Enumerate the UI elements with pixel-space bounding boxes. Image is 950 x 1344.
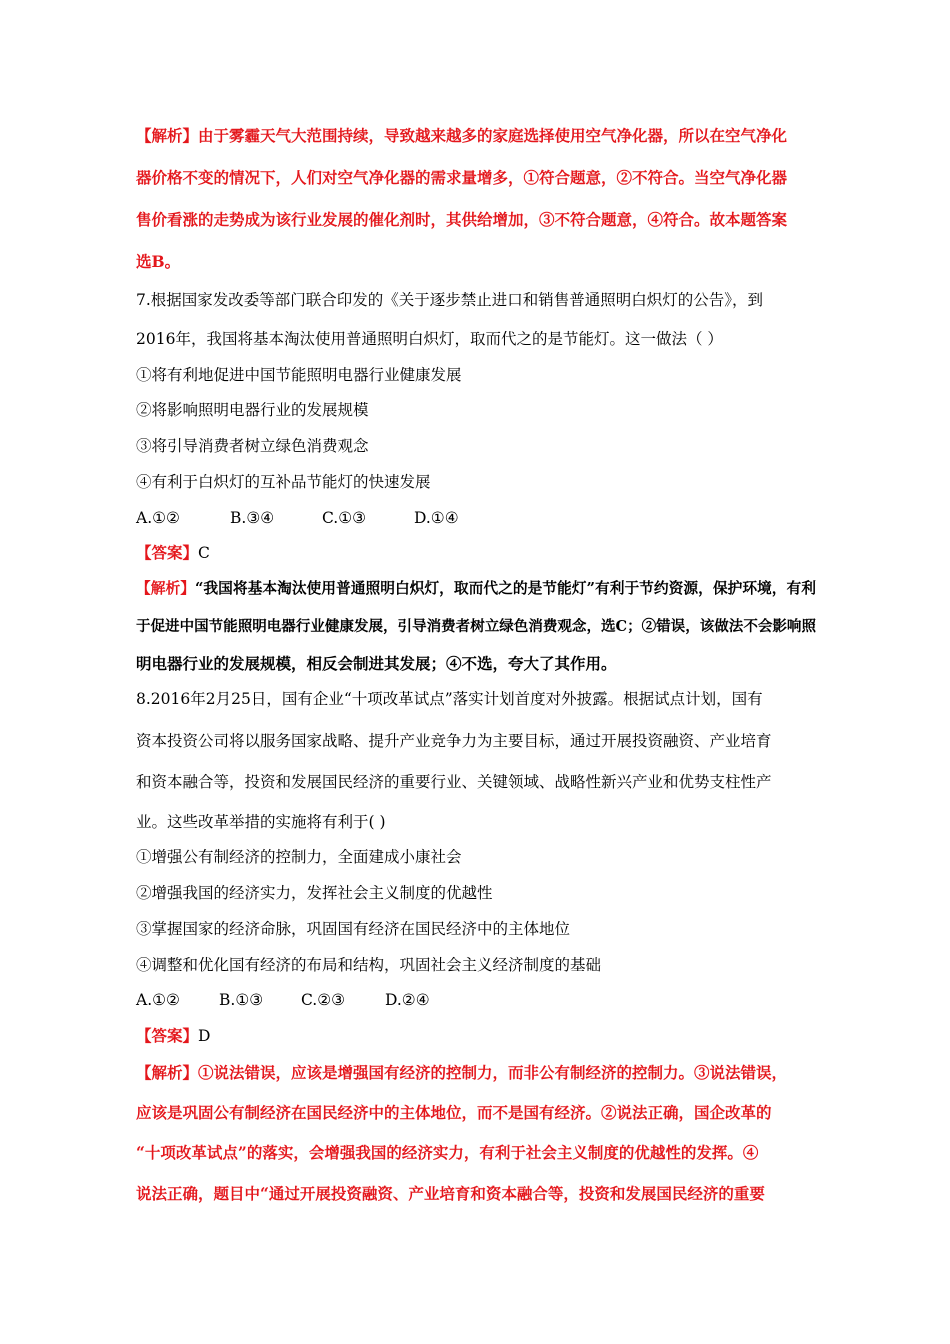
- q8-answer-tag: 【答案】: [136, 1026, 199, 1045]
- q7-item-1: ①将有利地促进中国节能照明电器行业健康发展: [136, 366, 462, 384]
- q8-option-b: B.①③: [219, 991, 264, 1009]
- q7-option-b: B.③④: [230, 509, 275, 527]
- q7-answer-value: C: [198, 544, 210, 562]
- q7-options: [136, 508, 459, 528]
- q7-answer-tag: 【答案】: [136, 543, 199, 562]
- q8-analysis-text: ①说法错误，应该是增强国有经济的控制力，而非公有制经济的控制力。③说法错误，: [198, 1063, 788, 1082]
- q7-item-4: ④有利于白炽灯的互补品节能灯的快速发展: [136, 473, 431, 491]
- q7-analysis-line-3: 明电器行业的发展规模，相反会制进其发展；④不选，夸大了其作用。: [136, 654, 617, 673]
- q7-item-2: ②将影响照明电器行业的发展规模: [136, 401, 369, 419]
- q7-item-3: ③将引导消费者树立绿色消费观念: [136, 437, 369, 455]
- q7-stem-line-1: 7.根据国家发改委等部门联合印发的《关于逐步禁止进口和销售普通照明白炽灯的公告》，到: [136, 291, 764, 309]
- q8-analysis-line-1: [136, 1063, 787, 1083]
- q8-options: [136, 990, 430, 1010]
- q8-answer: [136, 1026, 210, 1046]
- q8-item-2: ②增强我国的经济实力，发挥社会主义制度的优越性: [136, 884, 493, 902]
- q7-answer: [136, 543, 210, 563]
- q7-option-d: D.①④: [414, 509, 459, 527]
- q8-stem-line-4: 业。这些改革举措的实施将有利于( ): [136, 813, 386, 831]
- q8-analysis-line-2: 应该是巩固公有制经济在国民经济中的主体地位，而不是国有经济。②说法正确，国企改革的: [136, 1103, 772, 1122]
- q7-stem-line-2: 2016年，我国将基本淘汰使用普通照明白炽灯，取而代之的是节能灯。这一做法（ ）: [136, 330, 723, 348]
- q7-option-a: A.①②: [136, 509, 180, 527]
- q7-analysis-tag: 【解析】: [136, 580, 195, 597]
- q8-option-d: D.②④: [385, 991, 430, 1009]
- q6-analysis-line-4: 选B。: [136, 252, 181, 271]
- q8-item-1: ①增强公有制经济的控制力，全面建成小康社会: [136, 848, 462, 866]
- q8-item-3: ③掌握国家的经济命脉，巩固国有经济在国民经济中的主体地位: [136, 920, 571, 938]
- q8-analysis-line-4: 说法正确，题目中“通过开展投资融资、产业培育和资本融合等，投资和发展国民经济的重要: [136, 1184, 765, 1203]
- q8-option-a: A.①②: [136, 991, 180, 1009]
- q8-analysis-line-3: “十项改革试点”的落实，会增强我国的经济实力，有利于社会主义制度的优越性的发挥。④: [136, 1143, 759, 1162]
- q8-option-c: C.②③: [301, 991, 346, 1009]
- q8-answer-value: D: [198, 1027, 211, 1045]
- q7-option-c: C.①③: [322, 509, 367, 527]
- q7-analysis-text: “我国将基本淘汰使用普通照明白炽灯，取而代之的是节能灯”有利于节约资源，保护环境，有利: [194, 580, 816, 597]
- q6-analysis-line-1: [136, 126, 787, 146]
- q6-analysis-line-2: 器价格不变的情况下，人们对空气净化器的需求量增多，①符合题意，②不符合。当空气净化器: [136, 168, 788, 187]
- q7-analysis-line-1: [136, 579, 816, 599]
- q6-analysis-tag: 【解析】: [136, 126, 199, 145]
- q8-analysis-tag: 【解析】: [136, 1063, 199, 1082]
- q6-analysis-text: 由于雾霾天气大范围持续，导致越来越多的家庭选择使用空气净化器，所以在空气净化: [198, 126, 788, 145]
- q6-analysis-line-3: 售价看涨的走势成为该行业发展的催化剂时，其供给增加，③不符合题意，④符合。故本题答案: [136, 210, 788, 229]
- q8-stem-line-3: 和资本融合等，投资和发展国民经济的重要行业、关键领域、战略性新兴产业和优势支柱性产: [136, 773, 772, 791]
- q7-analysis-line-2: 于促进中国节能照明电器行业健康发展，引导消费者树立绿色消费观念，选C；②错误，该做法不会影响照: [136, 618, 816, 635]
- q8-stem-line-2: 资本投资公司将以服务国家战略、提升产业竞争力为主要目标，通过开展投资融资、产业培育: [136, 732, 772, 750]
- q8-item-4: ④调整和优化国有经济的布局和结构，巩固社会主义经济制度的基础: [136, 956, 602, 974]
- q8-stem-line-1: 8.2016年2月25日，国有企业“十项改革试点”落实计划首度对外披露。根据试点计划，国有: [136, 690, 763, 708]
